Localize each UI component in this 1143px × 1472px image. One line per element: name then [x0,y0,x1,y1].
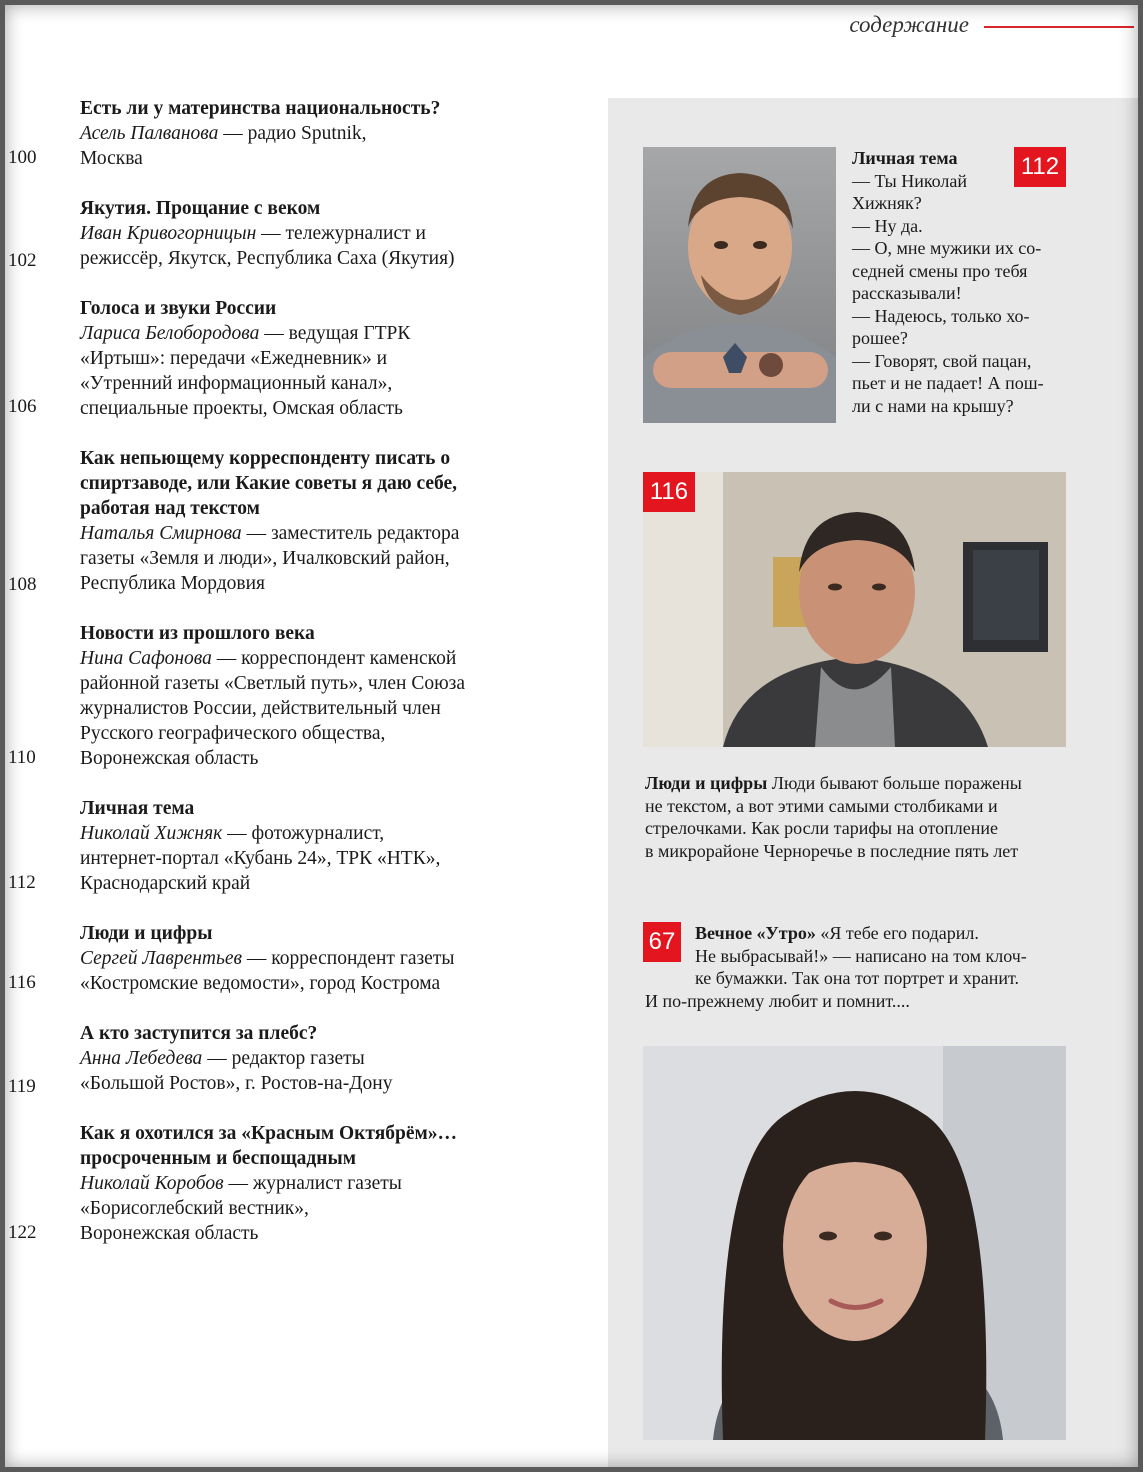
page-number: 102 [8,250,37,271]
entry-desc: — корреспондент каменской [216,648,457,669]
entry-title: Якутия. Прощание с веком [80,198,321,219]
feature-text-112 [852,147,1062,417]
feature-line: стрелочками. Как росли тарифы на отопление [645,818,999,838]
entry-author: Николай Хижняк [80,823,223,844]
entry-author: Иван Кривогорницын [80,223,257,244]
entry-desc: «Иртыш»: передачи «Ежедневник» и [80,348,388,369]
page-number: 119 [8,1076,36,1097]
entry-desc: Республика Мордовия [80,573,266,594]
entry-desc: газеты «Земля и люди», Ичалковский район, [80,548,450,569]
feature-line: Хижняк? [852,193,922,213]
feature-text-67-cont [645,990,1075,1013]
feature-text-67 [695,922,1075,990]
entry-desc: Краснодарский край [80,873,251,894]
entry-desc: — редактор газеты [207,1048,365,1069]
section-label: содержание [849,12,969,37]
entry-desc: — заместитель редактора [246,523,460,544]
toc-entry[interactable] [80,796,560,896]
entry-desc: районной газеты «Светлый путь», член Союза [80,673,466,694]
portrait-illustration [643,472,1066,747]
entry-desc: — корреспондент газеты [246,948,455,969]
entry-author: Сергей Лаврентьев [80,948,243,969]
entry-title: Личная тема [80,798,195,819]
entry-desc: Русского географического общества, [80,723,386,744]
portrait-illustration [643,147,836,423]
entry-desc: специальные проекты, Омская область [80,398,403,419]
feature-line: — О, мне мужики их со- [852,238,1042,258]
feature-line: не текстом, а вот этими самыми столбиками и [645,795,998,816]
page-badge-67[interactable]: 67 [643,922,681,962]
page-number: 112 [8,872,36,893]
feature-line: в микрорайоне Черноречье в последние пять лет [645,840,1019,861]
toc-entry[interactable] [80,1121,560,1246]
entry-desc: «Утренний информационный канал», [80,373,393,394]
entry-author: Николай Коробов [80,1173,224,1194]
feature-line: ли с нами на крышу? [852,395,1014,416]
entry-title: Есть ли у материнства национальность? [80,98,441,119]
entry-title: спиртзаводе, или Какие советы я даю себе, [80,473,458,494]
entry-desc: журналистов России, действительный член [80,698,441,719]
entry-desc: — радио Sputnik, [223,123,367,144]
page-badge-112[interactable]: 112 [1014,147,1066,187]
feature-line: — Ты Николай [852,170,968,191]
page-number: 122 [8,1222,37,1243]
feature-line: седней смены про тебя [852,260,1028,281]
photo-woman-portrait [643,1046,1066,1440]
feature-heading: Люди и цифры [645,773,768,793]
entry-title: Голоса и звуки России [80,298,277,319]
entry-title: Новости из прошлого века [80,623,315,644]
feature-line: — Говорят, свой пацан, [852,350,1032,371]
entry-desc: — фотожурналист, [227,823,385,844]
toc-entry[interactable] [80,446,560,596]
entry-author: Нина Сафонова [80,648,212,669]
feature-line: пьет и не падает! А пош- [852,373,1044,393]
entry-author: Наталья Смирнова [80,523,242,544]
entry-desc: — тележурналист и [261,223,426,244]
feature-line: Не выбрасывай!» — написано на том клоч- [695,945,1027,966]
page-number: 108 [8,574,37,595]
feature-heading: Личная тема [852,148,958,168]
portrait-illustration [643,1046,1066,1440]
page-number: 116 [8,972,36,993]
entry-author: Асель Палванова [80,123,219,144]
feature-line: ке бумажки. Так она тот портрет и хранит. [695,968,1019,988]
feature-line: Люди бывают больше поражены [767,773,1022,793]
toc-entry[interactable] [80,96,560,171]
entry-desc: Воронежская область [80,1223,259,1244]
entry-desc: «Борисоглебский вестник», [80,1198,309,1219]
page-number: 100 [8,147,37,168]
entry-desc: — журналист газеты [228,1173,402,1194]
entry-desc: — ведущая ГТРК [264,323,411,344]
feature-line: «Я тебе его подарил. [815,923,979,943]
entry-desc: режиссёр, Якутск, Республика Саха (Якутия) [80,248,455,269]
photo-nikolay-khizhnyak [643,147,836,423]
entry-title: Как я охотился за «Красным Октябрём»… [80,1123,458,1144]
page-number: 110 [8,747,36,768]
entry-author: Лариса Белобородова [80,323,260,344]
photo-sergey-lavrentyev [643,472,1066,747]
entry-title: просроченным и беспощадным [80,1148,357,1169]
feature-line: — Ну да. [852,215,923,236]
feature-text-116 [645,772,1075,862]
entry-desc: Москва [80,148,143,169]
entry-title: Люди и цифры [80,923,213,944]
header-rule [984,26,1134,28]
toc-entry[interactable] [80,921,560,996]
page-badge-116[interactable]: 116 [643,472,695,512]
entry-desc: «Большой Ростов», г. Ростов-на-Дону [80,1073,393,1094]
toc-entry[interactable] [80,296,560,421]
feature-line: — Надеюсь, только хо- [852,305,1030,326]
entry-title: Как непьющему корреспонденту писать о [80,448,451,469]
toc-entry[interactable] [80,621,560,771]
entry-title: А кто заступится за плебс? [80,1023,318,1044]
entry-author: Анна Лебедева [80,1048,203,1069]
feature-line: рошее? [852,328,908,348]
page-number: 106 [8,396,37,417]
feature-heading: Вечное «Утро» [695,923,816,943]
entry-desc: Воронежская область [80,748,259,769]
entry-title: работая над текстом [80,498,260,519]
entry-desc: «Костромские ведомости», город Кострома [80,973,441,994]
entry-desc: интернет-портал «Кубань 24», ТРК «НТК», [80,848,441,869]
toc-entry[interactable] [80,1021,560,1096]
toc-entry[interactable] [80,196,560,271]
feature-line: И по-прежнему любит и помнит.... [645,991,910,1011]
feature-line: рассказывали! [852,283,962,303]
